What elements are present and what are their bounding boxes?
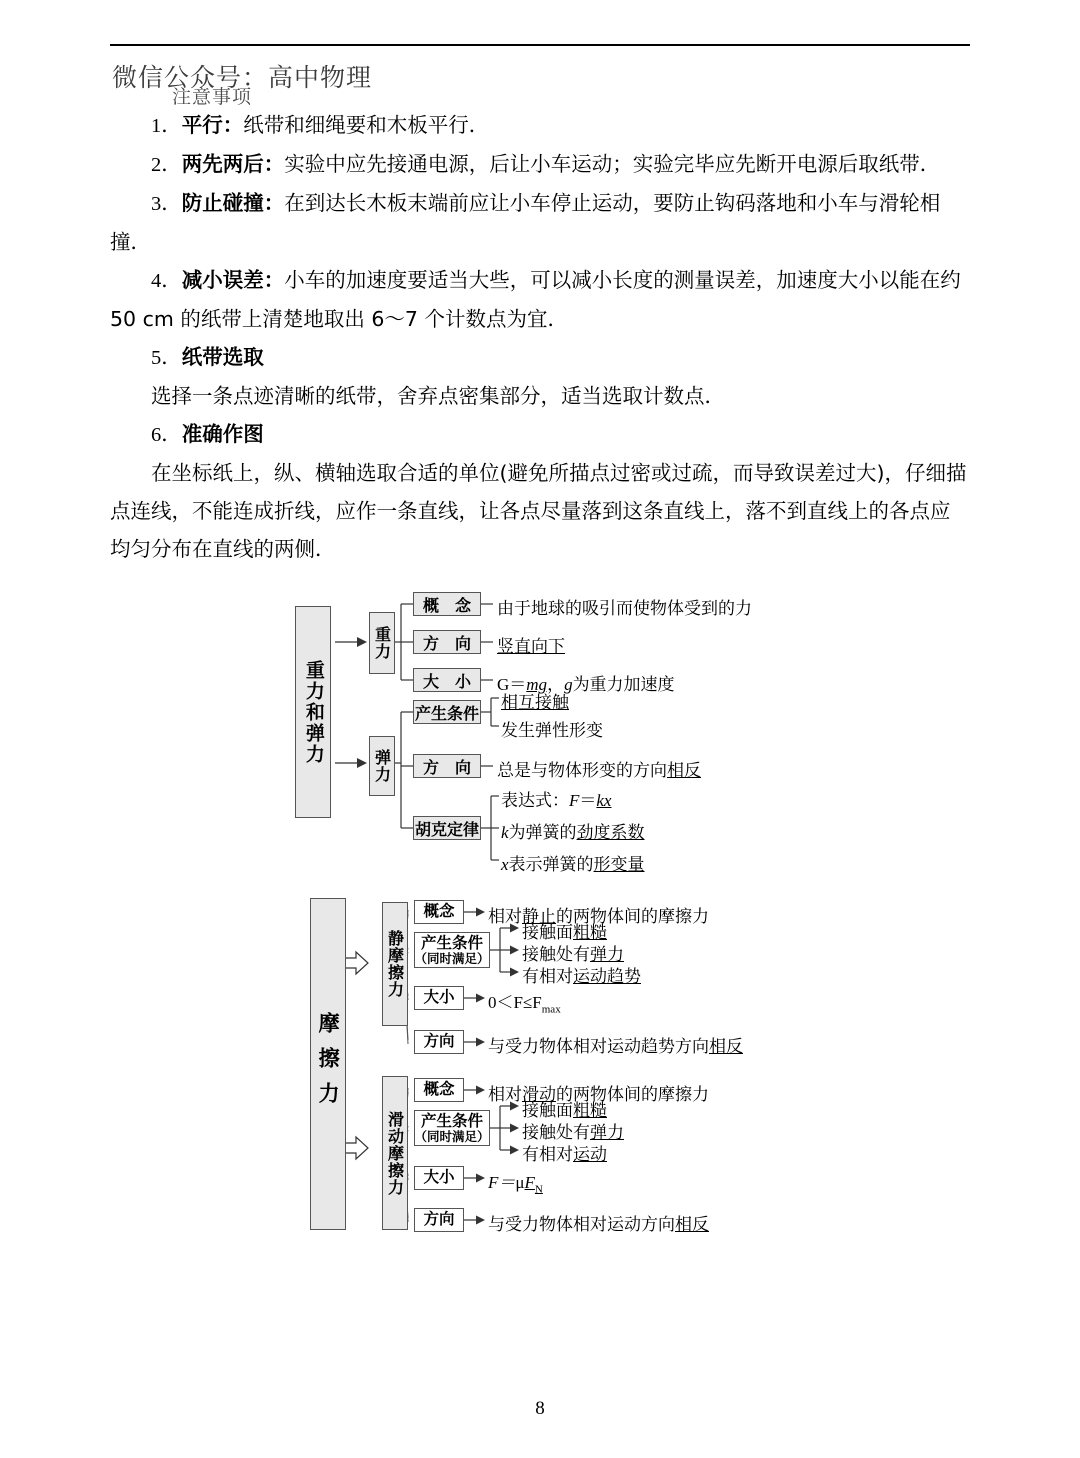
- diagram2-label-static-conditions: [414, 932, 490, 968]
- elastic-direction-pre: 总是与物体形变的方向: [497, 761, 667, 781]
- diagram-friction-force: [300, 888, 820, 1243]
- list-item: [110, 338, 970, 377]
- hooke-1-f: F: [569, 791, 580, 810]
- item-number: 3．: [151, 193, 182, 215]
- diagram1-elastic-direction-text: [497, 756, 701, 781]
- static-cond-1-emph: 粗糙: [573, 923, 607, 943]
- gravity-magnitude-tail: 为重力加速度: [572, 675, 675, 695]
- kinetic-cond-1-emph: 粗糙: [573, 1101, 607, 1121]
- kinetic-dir-pre: 与受力物体相对运动方向: [488, 1215, 675, 1235]
- diagram2-label-kinetic-magnitude: 大小: [414, 1166, 464, 1190]
- elastic-direction-emph: 相反: [667, 761, 701, 781]
- diagram-gravity-and-elastic-force: [285, 588, 805, 878]
- list-item: [110, 106, 970, 145]
- kinetic-size-subscript: N: [534, 1183, 543, 1196]
- static-cond-3-pre: 有相对: [522, 967, 573, 987]
- item-title: 纸带选取: [181, 345, 264, 369]
- kinetic-cond-1-pre: 接触面: [522, 1101, 573, 1121]
- diagram2-branch-kinetic-friction: 滑动摩擦力: [382, 1076, 408, 1230]
- kinetic-size-f: F: [524, 1173, 535, 1192]
- diagram1-gravity-direction-text: [497, 632, 565, 657]
- hooke-2-mid: 为弹簧的: [508, 823, 577, 843]
- static-concept-pre: 相对: [488, 907, 522, 927]
- kinetic-cond-3-emph: 运动: [573, 1145, 607, 1165]
- item-number: 2．: [151, 154, 182, 176]
- static-dir-emph: 相反: [709, 1037, 743, 1057]
- static-cond-label-line1: 产生条件: [420, 933, 483, 952]
- diagram1-branch-gravity: 重力: [369, 612, 395, 674]
- hooke-2-emph: 劲度系数: [576, 823, 645, 843]
- hooke-1-pre: 表达式：: [501, 791, 569, 811]
- item-text-paragraph: 选择一条点迹清晰的纸带，舍弃点密集部分，适当选取计数点．: [151, 384, 725, 408]
- list-item: [110, 145, 970, 184]
- diagram1-row-label-hooke-law: 胡克定律: [413, 816, 481, 840]
- item-number: 1．: [151, 115, 182, 137]
- hooke-1-kx: kx: [596, 791, 612, 810]
- watermark-text: 微信公众号：高中物理: [112, 63, 373, 92]
- static-cond-1-pre: 接触面: [522, 923, 573, 943]
- kinetic-cond-2-emph: 弹力: [590, 1123, 624, 1143]
- item-number: 4．: [151, 270, 182, 292]
- static-size-subscript: max: [541, 1003, 561, 1016]
- static-concept-post: 的两物体间的摩擦力: [556, 907, 709, 927]
- item-text: 在到达长木板末端前应让小车停止运动，要防止钩码落地和小车与滑轮相撞．: [110, 191, 941, 254]
- hooke-3-mid: 表示弹簧的: [508, 855, 594, 875]
- item-title: 防止碰撞：: [181, 191, 285, 215]
- item-text: 小车的加速度要适当大些，可以减小长度的测量误差，加速度大小以能在约 50 cm 的纸带上清楚地取出 6～7 个计数点为宜．: [110, 268, 961, 331]
- gravity-magnitude-formula: mg: [526, 675, 548, 694]
- kinetic-size-mu: μ: [515, 1173, 525, 1192]
- list-item: [110, 184, 970, 261]
- item-number: 6．: [151, 424, 182, 446]
- static-cond-2-emph: 弹力: [590, 945, 624, 965]
- kinetic-cond-label-line1: 产生条件: [420, 1111, 483, 1130]
- static-dir-pre: 与受力物体相对运动趋势方向: [488, 1037, 709, 1057]
- diagram2-label-static-concept: 概念: [414, 900, 464, 924]
- diagram2-branch-static-friction: 静摩擦力: [382, 902, 408, 1026]
- diagram1-row-label-gravity-concept: 概 念: [413, 592, 481, 616]
- kinetic-concept-emph: 滑动: [522, 1085, 556, 1105]
- gravity-magnitude-comma: ，: [547, 675, 565, 695]
- diagram2-static-direction-text: [488, 1032, 743, 1057]
- gravity-magnitude-pre: G＝: [497, 675, 527, 694]
- diagram2-label-kinetic-conditions: [414, 1110, 490, 1146]
- diagram1-hooke-line-1: [501, 786, 611, 811]
- item-title: 准确作图: [181, 422, 264, 446]
- item-text-paragraph: 在坐标纸上，纵、横轴选取合适的单位(避免所描点过密或过疏，而导致误差过大)，仔细描点连线，不能连成折线，应作一条直线，让各点尽量落到这条直线上，落不到直线上的各点应均匀分布在直线的两侧．: [110, 461, 967, 561]
- static-size-value: 0＜F≤F: [488, 993, 542, 1012]
- body-text: [110, 106, 970, 568]
- page-number: 8: [535, 1398, 545, 1419]
- static-cond-2-pre: 接触处有: [522, 945, 590, 965]
- item-title: 两先两后：: [181, 152, 285, 176]
- hooke-1-eq: ＝: [579, 791, 597, 810]
- diagram1-elastic-cond-1: [501, 688, 569, 713]
- header-rule: [110, 44, 970, 46]
- gravity-magnitude-g: g: [564, 675, 573, 694]
- diagram2-label-kinetic-direction: 方向: [414, 1208, 464, 1232]
- diagram1-row-label-gravity-direction: 方 向: [413, 630, 481, 654]
- static-cond-label-line2: （同时满足）: [414, 950, 490, 966]
- diagram2-static-magnitude-text: [488, 988, 561, 1015]
- kinetic-concept-post: 的两物体间的摩擦力: [556, 1085, 709, 1105]
- diagram1-row-label-elastic-direction: 方 向: [413, 754, 481, 778]
- static-cond-3-emph: 运动趋势: [573, 967, 641, 987]
- hooke-3-x: x: [501, 855, 509, 874]
- list-item: [110, 261, 970, 338]
- diagram1-root-label: 重力和弹力: [295, 606, 331, 818]
- static-concept-emph: 静止: [522, 907, 556, 927]
- item-number: 5．: [151, 347, 182, 369]
- diagram2-kinetic-cond-3: [522, 1140, 607, 1165]
- diagram2-kinetic-magnitude-text: [488, 1168, 543, 1195]
- item-text: 实验中应先接通电源，后让小车运动；实验完毕应先断开电源后取纸带．: [284, 152, 941, 176]
- elastic-cond-2-value: 发生弹性形变: [501, 721, 603, 741]
- diagram2-label-static-magnitude: 大小: [414, 986, 464, 1010]
- gravity-direction-value: 竖直向下: [497, 637, 565, 657]
- section-heading: 注意事项: [172, 86, 253, 108]
- diagram2-static-cond-3: [522, 962, 641, 987]
- diagram2-label-static-direction: 方向: [414, 1030, 464, 1054]
- diagram1-branch-elastic: 弹力: [369, 736, 395, 796]
- kinetic-cond-label-line2: （同时满足）: [414, 1128, 490, 1144]
- kinetic-dir-emph: 相反: [675, 1215, 709, 1235]
- diagram2-root-label: 摩擦力: [310, 898, 346, 1230]
- hooke-3-emph: 形变量: [593, 855, 645, 875]
- item-text: 纸带和细绳要和木板平行．: [243, 113, 490, 137]
- diagram1-row-label-gravity-magnitude: 大 小: [413, 668, 481, 692]
- diagram1-elastic-cond-2: [501, 716, 603, 741]
- item-title: 平行：: [181, 113, 244, 137]
- diagram1-gravity-concept-text: [497, 594, 752, 619]
- diagram2-label-kinetic-concept: 概念: [414, 1078, 464, 1102]
- diagram2-kinetic-direction-text: [488, 1210, 709, 1235]
- hooke-2-k: k: [501, 823, 509, 842]
- elastic-cond-1-value: 相互接触: [501, 693, 569, 713]
- gravity-concept-value: 由于地球的吸引而使物体受到的力: [497, 599, 752, 619]
- kinetic-concept-pre: 相对: [488, 1085, 522, 1105]
- kinetic-size-pre: F＝: [488, 1173, 516, 1192]
- item-title: 减小误差：: [181, 268, 285, 292]
- diagram1-hooke-line-2: [501, 818, 645, 843]
- kinetic-cond-3-pre: 有相对: [522, 1145, 573, 1165]
- diagram1-row-label-elastic-conditions: 产生条件: [413, 700, 481, 724]
- list-item: [110, 415, 970, 454]
- diagram1-hooke-line-3: [501, 850, 645, 875]
- kinetic-cond-2-pre: 接触处有: [522, 1123, 590, 1143]
